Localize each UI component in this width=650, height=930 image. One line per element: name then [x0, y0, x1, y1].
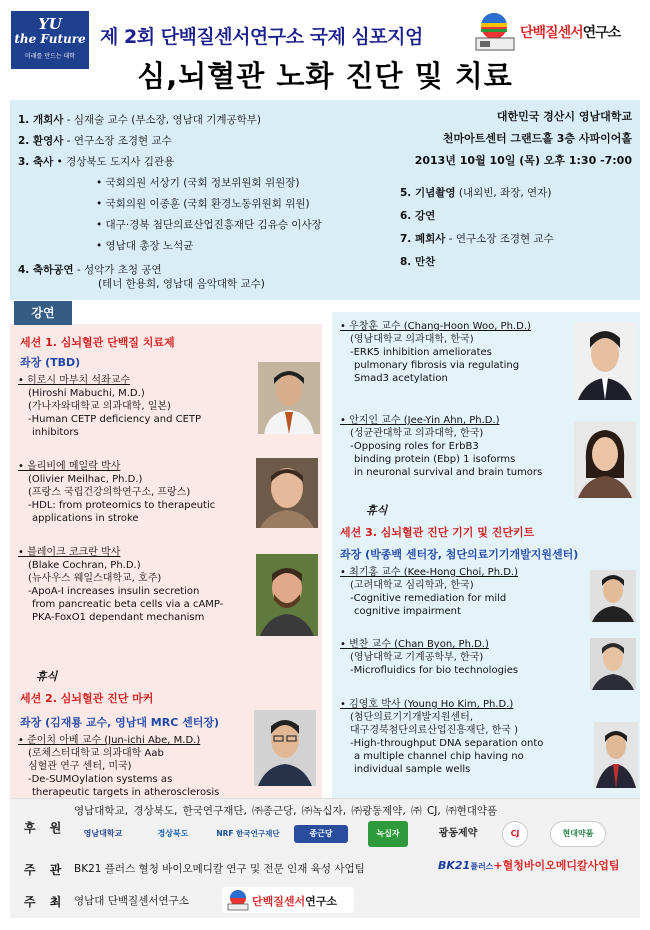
speaker-abe: • 준이치 아베 교수 (Jun-ichi Abe, M.D.) (로체스터대학교 의과대학 Aab 심혈관 연구 센터, 미국) -De-SUMOylation systems as therapeutic targets in atherosclerosis	[18, 735, 220, 798]
speaker-photo	[590, 638, 636, 690]
symposium-title: 제 2회 단백질센서연구소 국제 심포지엄	[100, 26, 423, 48]
speaker-choi: • 최기홍 교수 (Kee-Hong Choi, Ph.D.) (고려대학교 심리학과, 한국) -Cognitive remediation for mild cognitive impairment	[340, 567, 519, 617]
host-label: 주 최	[24, 895, 67, 909]
hyundai-pharm-logo: 현대약품	[550, 821, 606, 847]
speaker-photo	[590, 570, 636, 622]
session2-chair: 좌장 (김재룡 교수, 영남대 MRC 센터장)	[20, 716, 220, 729]
program-lecture: 6. 강연	[400, 210, 436, 222]
lecture-section	[10, 300, 640, 802]
session1-chair: 좌장 (TBD)	[20, 356, 81, 369]
sponsor-list: 영남대학교, 경상북도, 한국연구재단, ㈜종근당, ㈜녹십자, ㈜광동제약, ㈜ CJ, ㈜현대약품	[74, 805, 498, 817]
speaker-kim: • 김영호 박사 (Young Ho Kim, Ph.D.) (첨단의료기기개발지원센터, 대구경북첨단의료산업진흥재단, 한국 ) -High-throughput DNA separation onto a multiple channel chip having no individual sample wells	[340, 699, 544, 775]
speaker-photo	[574, 322, 636, 400]
congrats-item: • 국회의원 이종훈 (국회 환경노동위원회 위원)	[96, 198, 310, 210]
cj-logo: CJ	[502, 821, 528, 847]
program-performance: 4. 축하공연 - 성악가 초청 공연	[18, 264, 162, 276]
venue-info	[390, 106, 640, 172]
session2-title: 세션 2. 심뇌혈관 진단 마커	[20, 692, 154, 705]
greencross-logo: 녹십자	[368, 821, 408, 847]
organizer-text: BK21 플러스 혈청 바이오메디칼 연구 및 전문 인재 육성 사업팀	[74, 863, 365, 875]
yeungnam-logo: 영남대학교	[83, 829, 123, 838]
speaker-ahn: • 안지인 교수 (Jee-Yin Ahn, Ph.D.) (성균관대학교 의과대학, 한국) -Opposing roles for ErbB3 binding protein (Ebp) 1 isoforms in neuronal survival and brain tumors	[340, 415, 543, 478]
event-date: 2013년 10월 10일 (목) 오후 1:30 -7:00	[414, 154, 632, 167]
speaker-photo	[256, 458, 318, 528]
bk21-logo: BK21플러스+혈청바이오메디칼사업팀	[438, 859, 620, 872]
host-text: 영남대 단백질센서연구소	[74, 895, 189, 907]
host-lab-logo: 단백질센서연구소	[222, 887, 354, 913]
lab-logo-red: 단백질센서	[520, 25, 583, 41]
right-column	[332, 312, 640, 802]
lab-logo	[520, 22, 620, 42]
chongkundang-logo: 종근당	[294, 825, 348, 843]
speaker-photo	[258, 362, 320, 434]
program-dinner: 8. 만찬	[400, 256, 436, 268]
speaker-cochran: • 블레이크 코크란 박사 (Blake Cochran, Ph.D.) (뉴사우스 웨일스대학교, 호주) -ApoA-I increases insulin secretion from pancreatic beta cells via a cAMP- PKA-FoxO1 dependant mechanism	[18, 547, 224, 623]
program-list-right	[400, 182, 554, 274]
speaker-woo: • 우창훈 교수 (Chang-Hoon Woo, Ph.D.) (영남대학교 의과대학, 한국) -ERK5 inhibition ameliorates pulmonary fibrosis via regulating Smad3 acetylation	[340, 321, 531, 384]
break-label: 휴식	[36, 670, 58, 683]
break-label: 휴식	[366, 504, 388, 517]
main-title: 심,뇌혈관 노화 진단 및 치료	[137, 59, 513, 93]
globe-logo-icon	[472, 10, 518, 52]
gyeongbuk-logo: 경상북도	[157, 829, 189, 838]
sponsor-label: 후 원	[24, 821, 67, 835]
venue-line-2: 천마아트센터 그랜드홀 3층 사파이어홀	[442, 132, 632, 145]
logo-future-text: the Future	[14, 32, 86, 46]
lab-logo-black: 연구소	[582, 25, 621, 41]
program-list-left	[18, 110, 322, 291]
speaker-photo	[574, 422, 636, 498]
left-column	[10, 324, 322, 802]
speaker-byon: • 변찬 교수 (Chan Byon, Ph.D.) (영남대학교 기계공학부, 한국) -Microfluidics for bio technologies	[340, 639, 519, 676]
program-info	[10, 100, 640, 300]
speaker-meilhac: • 올리비에 메일락 박사 (Olivier Meilhac, Ph.D.) (프랑스 국립건강의학연구소, 프랑스) -HDL: from proteomics to therapeutic applications in stroke	[18, 461, 216, 524]
globe-logo-icon	[226, 889, 250, 911]
program-welcome: 2. 환영사 - 연구소장 조경현 교수	[18, 135, 172, 147]
program-photo: 5. 기념촬영 (내외빈, 좌장, 연자)	[400, 187, 552, 199]
session3-title: 세션 3. 심뇌혈관 진단 기기 및 진단키트	[340, 526, 535, 539]
kwangdong-logo: 광동제약	[438, 828, 478, 839]
congrats-item: • 국회의원 서상기 (국회 정보위원회 위원장)	[96, 177, 300, 189]
header	[0, 0, 650, 100]
speaker-photo	[594, 722, 638, 788]
organizer-label: 주 관	[24, 863, 67, 877]
speaker-mabuchi: • 히로시 마부치 석좌교수 (Hiroshi Mabuchi, M.D.) (가나자와대학교 의과대학, 일본) -Human CETP deficiency and CETP inhibitors	[18, 375, 202, 438]
program-host: 1. 개회사 - 심재술 교수 (부소장, 영남대 기계공학부)	[18, 114, 262, 126]
nrf-logo: NRF 한국연구재단	[216, 829, 280, 838]
venue-line-1: 대한민국 경산시 영남대학교	[496, 110, 632, 123]
speaker-photo	[254, 710, 316, 786]
logo-yu-text: YU	[38, 15, 62, 33]
congrats-item: • 영남대 총장 노석균	[96, 240, 194, 252]
session3-chair: 좌장 (박종백 센터장, 첨단의료기기개발지원센터)	[340, 548, 579, 561]
program-congrats: 3. 축사 • 경상북도 도지사 김관용	[18, 156, 175, 168]
performance-detail: (테너 한용희, 영남대 음악대학 교수)	[98, 278, 265, 290]
speaker-photo	[256, 554, 318, 636]
sponsors-area	[10, 798, 640, 918]
logo-slogan: 미래를 만드는 대학	[24, 53, 76, 60]
congrats-item: • 대구·경북 첨단의료산업진흥재단 김유승 이사장	[96, 219, 322, 231]
lecture-tab: 강연	[14, 301, 72, 325]
session1-title: 세션 1. 심뇌혈관 단백질 치료제	[20, 336, 175, 349]
program-closing: 7. 폐회사 - 연구소장 조경현 교수	[400, 233, 554, 245]
